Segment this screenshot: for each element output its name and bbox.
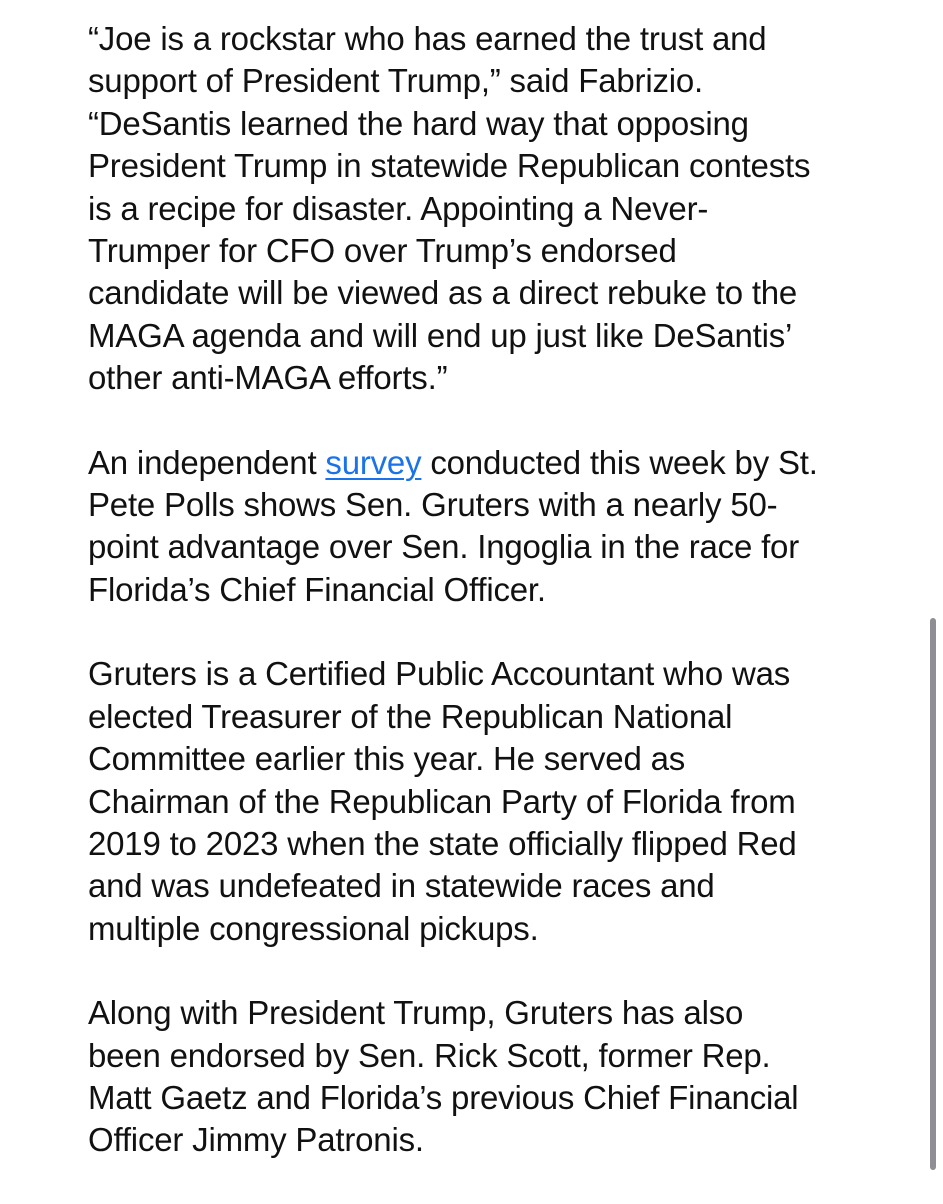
text-line: President Trump in statewide Republican contests [88,147,811,185]
text-segment: An independent [88,443,326,481]
text-line: point advantage over Sen. Ingoglia in the race for [88,528,799,566]
text-line: candidate will be viewed as a direct rebuke to the [88,274,798,312]
text-line: “Joe is a rockstar who has earned the trust and [88,20,767,57]
text-segment: conducted this week by St. [421,443,818,481]
text-line: multiple congressional pickups. [88,909,539,947]
endorsements-paragraph [88,992,888,1162]
text-line [88,442,888,484]
text-line: Committee earlier this year. He served as [88,740,686,778]
article-body [88,18,888,1204]
background-paragraph [88,653,888,950]
survey-paragraph [88,442,888,612]
text-line: other anti-MAGA efforts.” [88,359,448,397]
text-line: been endorsed by Sen. Rick Scott, former Rep. [88,1036,771,1074]
vertical-scrollbar[interactable] [930,618,936,1170]
text-line: Matt Gaetz and Florida’s previous Chief Financial [88,1078,799,1116]
quote-paragraph [88,18,888,400]
text-line: Pete Polls shows Sen. Gruters with a nearly 50- [88,486,778,524]
text-line: Chairman of the Republican Party of Florida from [88,782,796,820]
text-line: Officer Jimmy Patronis. [88,1121,424,1159]
text-line: and was undefeated in statewide races and [88,867,715,905]
text-line: 2019 to 2023 when the state officially flipped Red [88,824,797,862]
text-line: Florida’s Chief Financial Officer. [88,570,546,608]
text-line: is a recipe for disaster. Appointing a Never- [88,189,709,227]
text-line: Gruters is a Certified Public Accountant who was [88,655,791,693]
text-line: support of President Trump,” said Fabrizio. [88,62,704,100]
text-line: elected Treasurer of the Republican National [88,697,733,735]
text-line: Along with President Trump, Gruters has also [88,994,744,1032]
text-line: Trumper for CFO over Trump’s endorsed [88,232,677,270]
text-line: “DeSantis learned the hard way that opposing [88,104,749,142]
survey-link[interactable]: survey [325,443,422,481]
text-line: MAGA agenda and will end up just like DeSantis’ [88,316,793,354]
